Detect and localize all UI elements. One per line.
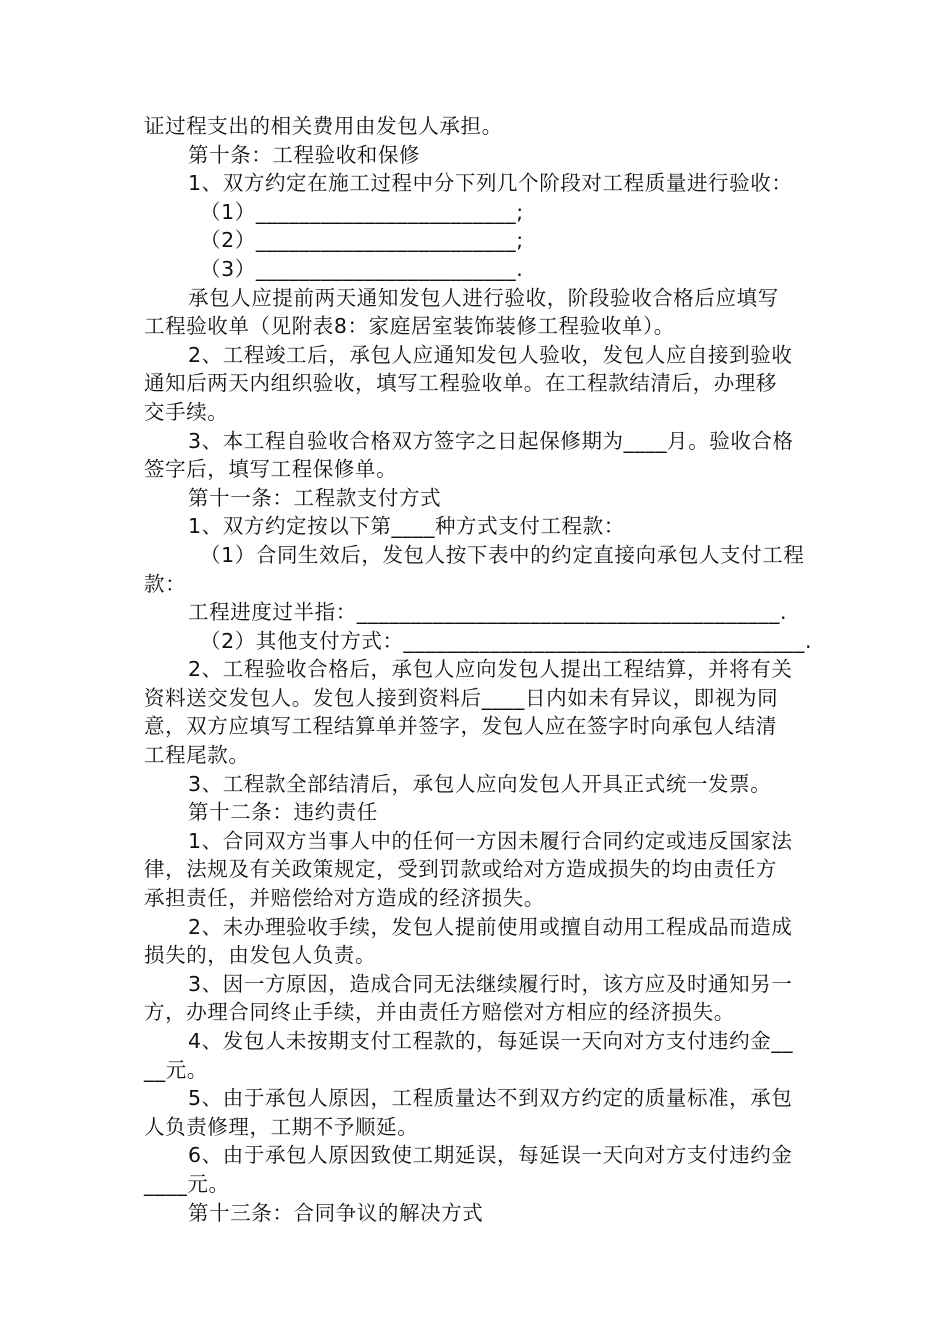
- document-line: （3）________________________.: [200, 256, 524, 281]
- document-line: 5、由于承包人原因，工程质量达不到双方约定的质量标准，承包: [188, 1086, 793, 1111]
- document-line: __元。: [144, 1057, 208, 1082]
- contract-text-body: [144, 112, 814, 1227]
- document-line: 1、双方约定按以下第____种方式支付工程款：: [188, 514, 625, 539]
- document-line: 3、因一方原因，造成合同无法继续履行时，该方应及时通知另一: [188, 971, 793, 996]
- document-line: 承包人应提前两天通知发包人进行验收，阶段验收合格后应填写: [188, 285, 779, 310]
- document-line: 第十一条：工程款支付方式: [188, 485, 442, 510]
- document-line: （1）________________________;: [200, 199, 524, 224]
- document-line: 损失的，由发包人负责。: [144, 943, 377, 968]
- document-line: 2、工程竣工后，承包人应通知发包人验收，发包人应自接到验收: [188, 342, 793, 367]
- document-line: 签字后，填写工程保修单。: [144, 457, 398, 482]
- document-line: 方，办理合同终止手续，并由责任方赔偿对方相应的经济损失。: [144, 1000, 735, 1025]
- document-line: （1）合同生效后，发包人按下表中的约定直接向承包人支付工程: [200, 542, 805, 567]
- document-line: 第十二条：违约责任: [188, 800, 378, 825]
- document-line: 1、合同双方当事人中的任何一方因未履行合同约定或违反国家法: [188, 828, 793, 853]
- document-line: 交手续。: [144, 399, 229, 424]
- document-line: 证过程支出的相关费用由发包人承担。: [144, 114, 503, 138]
- document-line: 4、发包人未按期支付工程款的，每延误一天向对方支付违约金__: [188, 1029, 794, 1053]
- document-line: 承担责任，并赔偿给对方造成的经济损失。: [144, 886, 545, 911]
- document-line: 第十三条：合同争议的解决方式: [188, 1200, 484, 1225]
- document-line: 1、双方约定在施工过程中分下列几个阶段对工程质量进行验收：: [188, 171, 793, 196]
- document-line: 意，双方应填写工程结算单并签字，发包人应在签字时向承包人结清: [144, 714, 777, 739]
- document-line: 资料送交发包人。发包人接到资料后____日内如未有异议，即视为同: [144, 685, 779, 710]
- document-line: 通知后两天内组织验收，填写工程验收单。在工程款结清后，办理移: [144, 371, 777, 396]
- document-line: 律，法规及有关政策规定，受到罚款或给对方造成损失的均由责任方: [144, 857, 777, 882]
- document-line: 2、未办理验收手续，发包人提前使用或擅自动用工程成品而造成: [188, 914, 793, 939]
- document-line: 工程尾款。: [144, 743, 250, 768]
- document-line: 工程验收单（见附表8：家庭居室装饰装修工程验收单）。: [144, 314, 675, 339]
- document-line: 3、本工程自验收合格双方签字之日起保修期为____月。验收合格: [188, 428, 794, 453]
- document-line: 2、工程验收合格后，承包人应向发包人提出工程结算，并将有关: [188, 657, 793, 682]
- document-line: 3、工程款全部结清后，承包人应向发包人开具正式统一发票。: [188, 771, 772, 796]
- document-line: 人负责修理，工期不予顺延。: [144, 1114, 419, 1139]
- document-line: （2）________________________;: [200, 228, 524, 253]
- document-line: ____元。: [144, 1171, 230, 1196]
- document-line: 款：: [144, 571, 187, 596]
- document-line: （2）其他支付方式：_____________________________________.: [200, 628, 813, 653]
- document-line: 6、由于承包人原因致使工期延误，每延误一天向对方支付违约金: [188, 1143, 793, 1168]
- document-line: 第十条：工程验收和保修: [188, 142, 421, 167]
- document-line: 工程进度过半指：_______________________________________.: [188, 600, 788, 625]
